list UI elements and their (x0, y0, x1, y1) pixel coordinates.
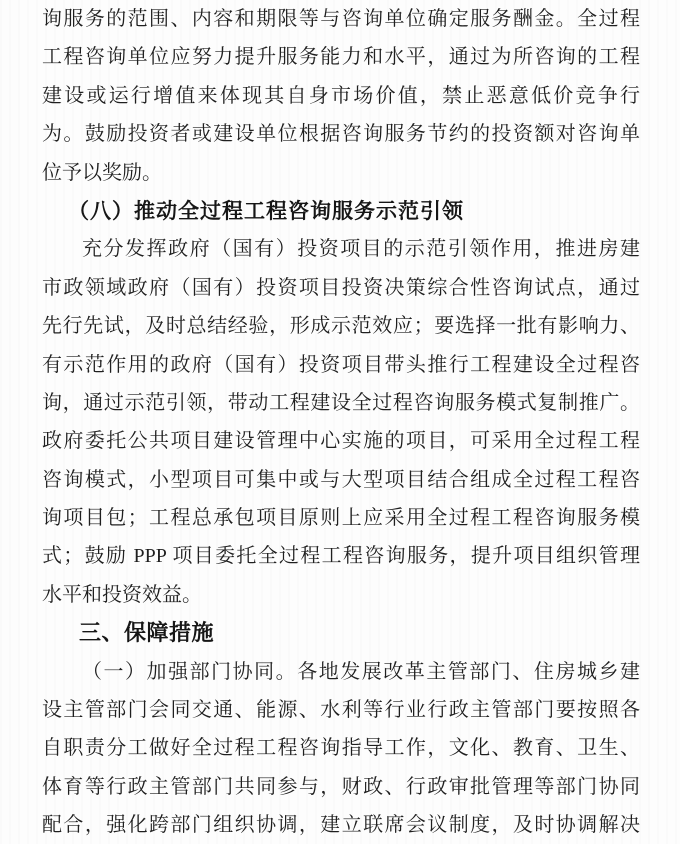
text-line: 位予以奖励。 (42, 161, 162, 184)
text-line: 咨询模式，小型项目可集中或与大型项目结合组成全过程工程咨 (42, 468, 640, 491)
section-heading: 三、保障措施 (79, 620, 215, 646)
text-line: 有示范作用的政府（国有）投资项目带头推行工程建设全过程咨 (42, 353, 640, 376)
text-line: 询服务的范围、内容和期限等与咨询单位确定服务酬金。全过程 (42, 8, 640, 30)
sub-heading: （八）推动全过程工程咨询服务示范引领 (68, 198, 464, 223)
text-line: 询，通过示范引领，带动工程建设全过程咨询服务模式复制推广。 (42, 391, 640, 414)
text-line: 设主管部门会同交通、能源、水利等行业行政主管部门要按照各 (42, 699, 640, 722)
text-line: 充分发挥政府（国有）投资项目的示范引领作用，推进房建 (82, 238, 640, 261)
text-line: 询项目包；工程总承包项目原则上应采用全过程工程咨询服务模 (42, 507, 640, 530)
text-line: 自职责分工做好全过程工程咨询指导工作，文化、教育、卫生、 (42, 737, 640, 760)
text-line: 工程咨询单位应努力提升服务能力和水平，通过为所咨询的工程 (42, 46, 640, 69)
text-content (42, 0, 640, 844)
text-line: （一）加强部门协同。各地发展改革主管部门、住房城乡建 (82, 660, 640, 683)
text-line: 政府委托公共项目建设管理中心实施的项目，可采用全过程工程 (42, 430, 640, 453)
text-line: 为。鼓励投资者或建设单位根据咨询服务节约的投资额对咨询单 (42, 123, 640, 146)
text-line: 配合，强化跨部门组织协调，建立联席会议制度，及时协调解决 (42, 814, 640, 837)
text-line: 式；鼓励 PPP 项目委托全过程工程咨询服务，提升项目组织管理 (42, 545, 640, 568)
text-line: 体育等行政主管部门共同参与，财政、行政审批管理等部门协同 (42, 775, 640, 798)
text-line: 建设或运行增值来体现其自身市场价值，禁止恶意低价竞争行 (42, 84, 640, 107)
text-line: 市政领域政府（国有）投资项目投资决策综合性咨询试点，通过 (42, 276, 640, 299)
text-line: 水平和投资效益。 (42, 583, 202, 606)
text-line: 先行先试，及时总结经验，形成示范效应；要选择一批有影响力、 (42, 315, 640, 338)
